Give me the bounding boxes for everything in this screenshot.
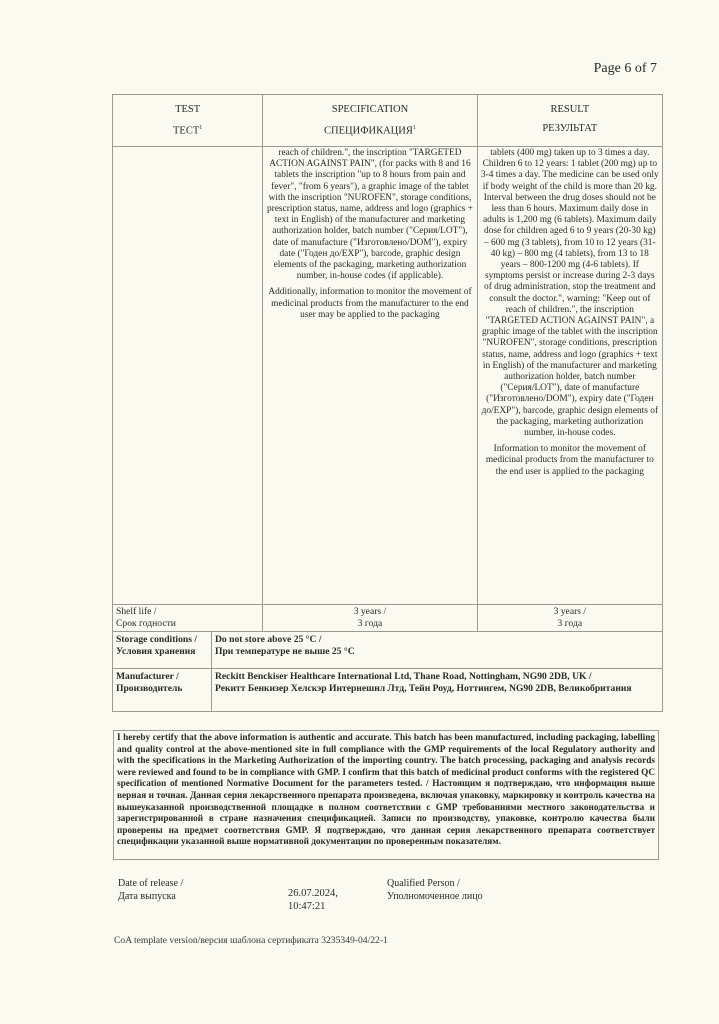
table-row-packaging: [113, 147, 663, 605]
header-spec-ru-text: СПЕЦИФИКАЦИЯ: [324, 125, 413, 137]
result-paragraph: Information to monitor the movement of medicinal products from the manufacturer to the end user is applied to the packaging: [485, 444, 654, 477]
manufacturer-value: [212, 669, 663, 712]
page-number: Page 6 of 7: [593, 61, 657, 76]
shelf-life-result-ru: 3 года: [557, 617, 583, 629]
storage-label: [113, 632, 212, 669]
header-result-en: RESULT: [550, 104, 590, 115]
manufacturer-value-en: Reckitt Benckiser Healthcare International Ltd, Thane Road, Nottingham, NG90 2DB, UK /: [215, 671, 592, 682]
spec-cell: [263, 147, 477, 605]
storage-label-en: Storage conditions /: [116, 634, 198, 645]
table-header-row: [113, 95, 663, 147]
manufacturer-row: [113, 669, 663, 712]
shelf-life-label: [113, 605, 263, 632]
manufacturer-label-ru: Производитель: [116, 682, 183, 694]
release-label-en: Date of release /: [118, 878, 184, 889]
qualified-person: [387, 877, 483, 903]
shelf-life-result: [477, 605, 662, 632]
certification-statement: I hereby certify that the above information is authentic and accurate. This batch has been manufactured, including packaging, labelling and quality control at the above-mentioned site in full compliance with the GMP requirements of the local Regulatory authority and with the specifications in the Marketing Authorization of the importing country. The batch processing, packaging and analysis records were reviewed and found to be in compliance with GMP. I confirm that this batch of medicinal product conforms with the registered QC specification of mentioned Normative Document for the parameters tested. / Настоящим я подтверждаю, что информация выше верная и точная. Данная серия лекарственного препарата произведена, включая упаковку, маркировку и контроль качества на вышеуказанной производственной площадке в полном соответствии с GMP требованиями местного законодательства и зарегистрированной в стране назначения спецификацией. Записи по производству, упаковке, контролю качества были проверены на предмет соответствия GMP. Я подтверждаю, что данная серия лекарственного препарата соответствует спецификации указанной выше нормативной документации по проверенным показателям.: [113, 730, 659, 860]
conditions-table: [112, 631, 663, 712]
spec-table: [112, 94, 663, 632]
header-spec-en: SPECIFICATION: [331, 104, 409, 115]
shelf-life-spec-ru: 3 года: [357, 617, 383, 629]
manufacturer-label: [113, 669, 212, 712]
qp-label-ru: Уполномоченное лицо: [387, 891, 483, 902]
qp-label-en: Qualified Person /: [387, 878, 460, 889]
header-test: [113, 95, 263, 147]
shelf-life-label-en: Shelf life /: [116, 606, 157, 617]
shelf-life-spec: [263, 605, 477, 632]
spec-paragraph: Additionally, information to monitor the movement of medicinal products from the manufacturer to the end user may be applied to the packaging: [268, 287, 472, 320]
result-paragraph: tablets (400 mg) taken up to 3 times a day. Children 6 to 12 years: 1 tablet (200 mg) up to 3-4 times a day. The medicine can be used only if body weight of the child is more than 20 kg. Interval between the drug doses should not be less than 6 hours. Maximum daily dose in adults is 1,200 mg (6 tablets). Maximum daily dose for children aged 6 to 9 years (20-30 kg) – 600 mg (3 tablets), from 10 to 12 years (31-40 kg) – 800 mg (4 tablets), from 13 to 18 years – 800-1200 mg (4-6 tablets). If symptoms persist or increase during 2-3 days of drug administration, stop the treatment and consult the doctor.", warning: "Keep out of reach of children.", the inscription "TARGETED ACTION AGAINST PAIN", a graphic image of the tablet with the inscription "NUROFEN", storage conditions, prescription status, name, address and logo (graphics + text in English) of the manufacturer and marketing authorization holder, batch number ("Серия/LOT"), date of manufacture ("Изготовлено/DOM"), expiry date ("Годен до/EXP"), barcode, graphic design elements of the packaging, marketing authorization number, in-house codes.: [480, 148, 659, 439]
shelf-life-label-ru: Срок годности: [116, 617, 176, 629]
header-specification: [263, 95, 477, 147]
storage-label-ru: Условия хранения: [116, 645, 196, 657]
shelf-life-result-en: 3 years /: [553, 606, 587, 617]
storage-row: [113, 632, 663, 669]
header-test-footnote: 1: [199, 125, 203, 131]
header-spec-ru: [263, 119, 476, 141]
release-label-ru: Дата выпуска: [118, 891, 176, 902]
shelf-life-spec-en: 3 years /: [353, 606, 387, 617]
header-result-ru: РЕЗУЛЬТАТ: [542, 123, 598, 134]
header-test-en: TEST: [175, 104, 201, 115]
header-test-ru-text: ТЕСТ: [173, 125, 200, 137]
result-cell: [477, 147, 662, 605]
spec-paragraph: reach of children.", the inscription "TARGETED ACTION AGAINST PAIN", (for packs with 8 and 16 tablets the inscription "up to 8 hours from pain and fever", "from 6 years"), a graphic image of the tablet with the inscription "NUROFEN", storage conditions, prescription status, name, address and logo (graphics + text in English) of the manufacturer and marketing authorization holder, batch number ("Серия/LOT"), date of manufacture ("Изготовлено/DOM"), expiry date ("Годен до/EXP"), barcode, graphic design elements of the packaging, marketing authorization number, in-house codes (if applicable).: [266, 148, 473, 282]
manufacturer-label-en: Manufacturer /: [116, 671, 179, 682]
header-result: [477, 95, 662, 147]
storage-value-en: Do not store above 25 °C /: [215, 634, 322, 645]
release-date-label: [118, 877, 183, 903]
table-row-shelf-life: [113, 605, 663, 632]
header-test-ru: [113, 119, 262, 141]
manufacturer-value-ru: Рекитт Бенкизер Хелскэр Интернешнл Лтд, Тейн Роуд, Ноттингем, NG90 2DB, Великобритания: [215, 682, 632, 694]
storage-value-ru: При температуре не выше 25 °C: [215, 645, 355, 657]
release-date: 26.07.2024,: [288, 888, 338, 899]
release-date-value: [288, 887, 338, 913]
storage-value: [212, 632, 663, 669]
test-cell-empty: [113, 147, 263, 605]
template-version-footer: CoA template version/версия шаблона сертификата 3235349-04/22-1: [114, 935, 388, 946]
release-time: 10:47:21: [288, 901, 326, 912]
header-spec-footnote: 1: [412, 125, 416, 131]
